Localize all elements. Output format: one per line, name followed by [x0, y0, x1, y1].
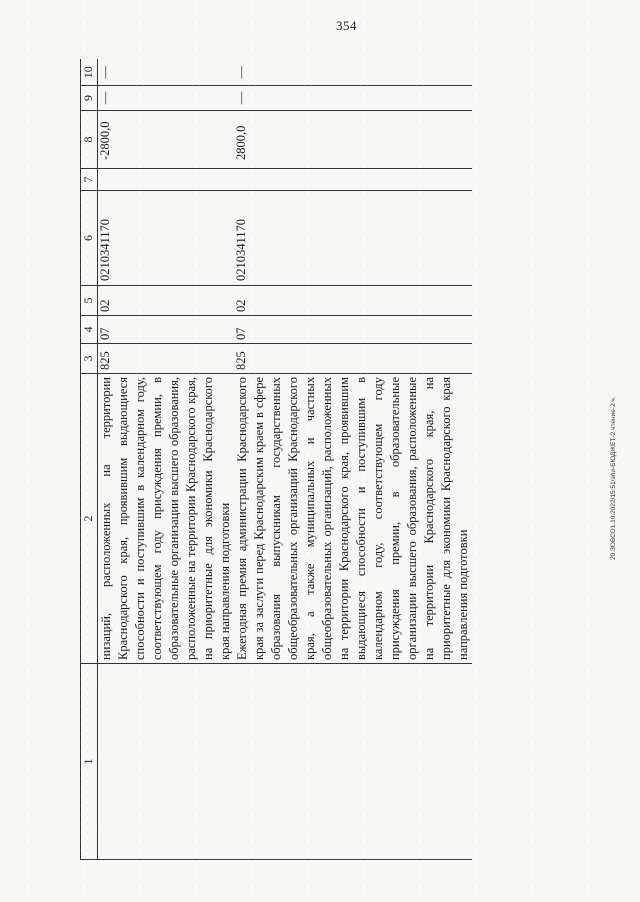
amount-cell: 2800,0 [234, 111, 472, 169]
page-number: 354 [336, 18, 357, 33]
target-article-cell: 0210341170 [234, 191, 472, 286]
budget-table [80, 60, 472, 861]
column-header: 3 [81, 344, 98, 374]
table-row [234, 60, 472, 860]
subsection-code-cell: 02 [234, 286, 472, 316]
column-header: 7 [81, 169, 98, 191]
document-footer-note: 20.ЗОВСО1.10.2022/15:51/эли-БЮДЖЕТ-2 чтение-2 ч. [610, 396, 617, 560]
description-cell: низаций, расположенных на территории Краснодарского края, проявившим выдающиеся способности и поступившим в календарном году, соответствующем году присуждения премии, в образовательные организации высшего образования, расположенные на территории Краснодарского края, на приоритетные для экономики Краснодарского края направления подготовки [98, 374, 235, 664]
column-header: 8 [81, 111, 98, 169]
ministry-code-cell: 825 [98, 344, 235, 374]
column-header: 5 [81, 286, 98, 316]
amount-next-year-cell: — [98, 86, 235, 111]
subsection-code-cell: 02 [98, 286, 235, 316]
target-article-cell: 0210341170 [98, 191, 235, 286]
amount-cell: -2800,0 [98, 111, 235, 169]
column-header: 1 [81, 664, 98, 860]
section-code-cell: 07 [98, 316, 235, 344]
column-header: 6 [81, 191, 98, 286]
table-header-row [81, 60, 98, 860]
column-header: 9 [81, 86, 98, 111]
column-header: 2 [81, 374, 98, 664]
expense-type-cell [98, 169, 235, 191]
column-header: 10 [81, 60, 98, 86]
amount-next-year-cell: — [234, 86, 472, 111]
rotated-table-frame [80, 60, 620, 860]
amount-following-year-cell: — [234, 60, 472, 86]
table-row [98, 60, 235, 860]
expense-type-cell [234, 169, 472, 191]
amount-following-year-cell: — [98, 60, 235, 86]
section-code-cell: 07 [234, 316, 472, 344]
row-number-cell [98, 664, 235, 860]
description-cell: Ежегодная премия администрации Краснодарского края за заслуги перед Краснодарским краем в сфере образования выпускникам государственных общеобразовательных организаций Краснодарского края, а также муниципальных и частных общеобразовательных организаций, расположенных на территории Краснодарского края, проявившим выдающиеся способности и поступившим в календарном году, соответствующем году присуждения премии, в образовательные организации высшего образования, расположенные на территории Краснодарского края, на приоритетные для экономики Краснодарского края направления подготовки [234, 374, 472, 664]
column-header: 4 [81, 316, 98, 344]
ministry-code-cell: 825 [234, 344, 472, 374]
row-number-cell [234, 664, 472, 860]
